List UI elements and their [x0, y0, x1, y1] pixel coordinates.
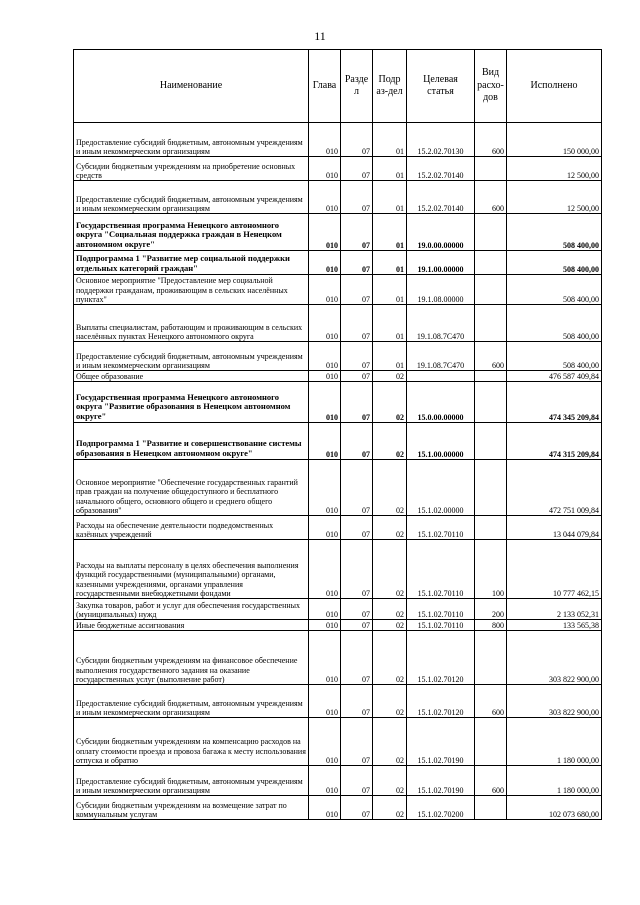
cell-vid: 800 — [475, 620, 507, 631]
header-vid: Вид расхо-дов — [475, 50, 507, 123]
cell-vid — [475, 251, 507, 275]
cell-vid — [475, 718, 507, 766]
cell-glava: 010 — [309, 766, 341, 796]
cell-name: Иные бюджетные ассигнования — [74, 620, 309, 631]
table-row — [74, 718, 602, 766]
cell-amount: 508 400,00 — [507, 251, 602, 275]
cell-name: Закупка товаров, работ и услуг для обеспечения государственных (муниципальных) нужд — [74, 599, 309, 620]
cell-vid: 600 — [475, 342, 507, 371]
cell-vid — [475, 631, 507, 685]
cell-vid — [475, 305, 507, 342]
cell-vid: 600 — [475, 766, 507, 796]
cell-vid: 200 — [475, 599, 507, 620]
table-row — [74, 275, 602, 305]
cell-amount: 508 400,00 — [507, 214, 602, 251]
cell-name: Субсидии бюджетным учреждениям на приобретение основных средств — [74, 157, 309, 181]
cell-podrazdel: 02 — [373, 371, 407, 382]
cell-target: 19.1.00.00000 — [407, 251, 475, 275]
cell-razdel: 07 — [341, 371, 373, 382]
table-row — [74, 599, 602, 620]
cell-podrazdel: 02 — [373, 382, 407, 423]
cell-vid — [475, 516, 507, 540]
cell-glava: 010 — [309, 251, 341, 275]
cell-podrazdel: 02 — [373, 540, 407, 599]
table-header-row — [74, 50, 602, 123]
cell-glava: 010 — [309, 540, 341, 599]
cell-amount: 474 315 209,84 — [507, 423, 602, 460]
cell-name: Предоставление субсидий бюджетным, автономным учреждениям и иным некоммерческим организациям — [74, 766, 309, 796]
cell-vid: 600 — [475, 123, 507, 157]
cell-name: Государственная программа Ненецкого автономного округа "Развитие образования в Ненецком автономном округе" — [74, 382, 309, 423]
cell-podrazdel: 01 — [373, 157, 407, 181]
cell-vid — [475, 460, 507, 516]
cell-amount: 476 587 409,84 — [507, 371, 602, 382]
cell-podrazdel: 02 — [373, 423, 407, 460]
cell-target: 15.1.02.70110 — [407, 516, 475, 540]
cell-podrazdel: 02 — [373, 460, 407, 516]
cell-podrazdel: 01 — [373, 214, 407, 251]
cell-name: Расходы на выплаты персоналу в целях обеспечения выполнения функций государственными (муниципальными) органами, казенными учреждениями, органами управления государственными внебюджетными фондами — [74, 540, 309, 599]
cell-target: 15.1.02.70120 — [407, 631, 475, 685]
cell-amount: 303 822 900,00 — [507, 631, 602, 685]
cell-razdel: 07 — [341, 305, 373, 342]
cell-vid — [475, 371, 507, 382]
cell-glava: 010 — [309, 685, 341, 718]
cell-amount: 2 133 052,31 — [507, 599, 602, 620]
cell-razdel: 07 — [341, 796, 373, 820]
cell-name: Предоставление субсидий бюджетным, автономным учреждениям и иным некоммерческим организациям — [74, 342, 309, 371]
cell-target: 19.1.08.00000 — [407, 275, 475, 305]
cell-razdel: 07 — [341, 516, 373, 540]
cell-amount: 508 400,00 — [507, 342, 602, 371]
cell-name: Подпрограмма 1 "Развитие мер социальной поддержки отдельных категорий граждан" — [74, 251, 309, 275]
cell-razdel: 07 — [341, 181, 373, 214]
cell-razdel: 07 — [341, 620, 373, 631]
cell-glava: 010 — [309, 382, 341, 423]
table-row — [74, 214, 602, 251]
table-row — [74, 766, 602, 796]
cell-target: 15.1.02.70110 — [407, 599, 475, 620]
cell-target: 15.1.02.00000 — [407, 460, 475, 516]
header-name: Наименование — [74, 50, 309, 123]
cell-podrazdel: 02 — [373, 599, 407, 620]
cell-name: Предоставление субсидий бюджетным, автономным учреждениям и иным некоммерческим организациям — [74, 685, 309, 718]
cell-target: 15.2.02.70140 — [407, 157, 475, 181]
cell-glava: 010 — [309, 371, 341, 382]
cell-amount: 150 000,00 — [507, 123, 602, 157]
header-podrazdel: Подр аз-дел — [373, 50, 407, 123]
table-row — [74, 685, 602, 718]
cell-vid — [475, 157, 507, 181]
cell-name: Предоставление субсидий бюджетным, автономным учреждениям и иным некоммерческим организациям — [74, 123, 309, 157]
cell-amount: 508 400,00 — [507, 275, 602, 305]
cell-podrazdel: 02 — [373, 631, 407, 685]
cell-name: Субсидии бюджетным учреждениям на возмещение затрат по коммунальным услугам — [74, 796, 309, 820]
cell-vid — [475, 796, 507, 820]
table-row — [74, 382, 602, 423]
cell-name: Государственная программа Ненецкого автономного округа "Социальная поддержка граждан в Ненецком автономном округе" — [74, 214, 309, 251]
table-row — [74, 123, 602, 157]
cell-name: Субсидии бюджетным учреждениям на компенсацию расходов на оплату стоимости проезда и провоза багажа к месту использования отпуска и обратно — [74, 718, 309, 766]
cell-name: Общее образование — [74, 371, 309, 382]
cell-podrazdel: 02 — [373, 620, 407, 631]
cell-name: Основное мероприятие "Обеспечение государственных гарантий прав граждан на получение общедоступного и бесплатного начального общего, основного общего и среднего общего образования" — [74, 460, 309, 516]
cell-razdel: 07 — [341, 766, 373, 796]
cell-amount: 133 565,38 — [507, 620, 602, 631]
cell-glava: 010 — [309, 181, 341, 214]
table-body — [74, 123, 602, 820]
header-glava: Глава — [309, 50, 341, 123]
cell-glava: 010 — [309, 275, 341, 305]
cell-glava: 010 — [309, 342, 341, 371]
cell-podrazdel: 02 — [373, 766, 407, 796]
cell-razdel: 07 — [341, 631, 373, 685]
cell-podrazdel: 01 — [373, 181, 407, 214]
cell-razdel: 07 — [341, 685, 373, 718]
cell-glava: 010 — [309, 214, 341, 251]
cell-razdel: 07 — [341, 275, 373, 305]
table-row — [74, 796, 602, 820]
cell-podrazdel: 02 — [373, 516, 407, 540]
cell-target: 19.0.00.00000 — [407, 214, 475, 251]
cell-amount: 102 073 680,00 — [507, 796, 602, 820]
cell-razdel: 07 — [341, 460, 373, 516]
cell-razdel: 07 — [341, 342, 373, 371]
cell-glava: 010 — [309, 157, 341, 181]
header-target: Целевая статья — [407, 50, 475, 123]
cell-podrazdel: 02 — [373, 685, 407, 718]
cell-razdel: 07 — [341, 123, 373, 157]
cell-razdel: 07 — [341, 157, 373, 181]
cell-target: 15.2.02.70130 — [407, 123, 475, 157]
table-row — [74, 631, 602, 685]
cell-glava: 010 — [309, 305, 341, 342]
cell-podrazdel: 01 — [373, 275, 407, 305]
cell-target: 15.1.02.70110 — [407, 620, 475, 631]
cell-amount: 10 777 462,15 — [507, 540, 602, 599]
cell-amount: 13 044 079,84 — [507, 516, 602, 540]
cell-podrazdel: 01 — [373, 251, 407, 275]
cell-razdel: 07 — [341, 423, 373, 460]
table-row — [74, 620, 602, 631]
cell-vid: 600 — [475, 181, 507, 214]
cell-amount: 472 751 009,84 — [507, 460, 602, 516]
table-row — [74, 305, 602, 342]
budget-table — [73, 49, 602, 820]
cell-vid: 600 — [475, 685, 507, 718]
cell-glava: 010 — [309, 516, 341, 540]
cell-podrazdel: 02 — [373, 718, 407, 766]
cell-amount: 1 180 000,00 — [507, 718, 602, 766]
cell-target: 19.1.08.7С470 — [407, 305, 475, 342]
page-number: 11 — [314, 29, 326, 43]
cell-target: 15.1.02.70120 — [407, 685, 475, 718]
table-row — [74, 540, 602, 599]
table-row — [74, 342, 602, 371]
cell-name: Выплаты специалистам, работающим и проживающим в сельских населённых пунктах Ненецкого автономного округа — [74, 305, 309, 342]
table-row — [74, 460, 602, 516]
table-row — [74, 251, 602, 275]
cell-podrazdel: 02 — [373, 796, 407, 820]
cell-amount: 303 822 900,00 — [507, 685, 602, 718]
cell-vid — [475, 214, 507, 251]
cell-vid — [475, 275, 507, 305]
cell-target: 15.1.02.70190 — [407, 718, 475, 766]
cell-name: Основное мероприятие "Предоставление мер социальной поддержки гражданам, проживающим в сельских населённых пунктах" — [74, 275, 309, 305]
cell-name: Расходы на обеспечение деятельности подведомственных казённых учреждений — [74, 516, 309, 540]
cell-target — [407, 371, 475, 382]
cell-glava: 010 — [309, 620, 341, 631]
cell-amount: 1 180 000,00 — [507, 766, 602, 796]
cell-target: 15.1.02.70110 — [407, 540, 475, 599]
cell-glava: 010 — [309, 460, 341, 516]
table-row — [74, 181, 602, 214]
cell-vid — [475, 423, 507, 460]
cell-razdel: 07 — [341, 599, 373, 620]
table-row — [74, 423, 602, 460]
table-row — [74, 516, 602, 540]
cell-glava: 010 — [309, 123, 341, 157]
cell-razdel: 07 — [341, 214, 373, 251]
cell-razdel: 07 — [341, 251, 373, 275]
cell-podrazdel: 01 — [373, 305, 407, 342]
cell-target: 15.2.02.70140 — [407, 181, 475, 214]
cell-target: 15.0.00.00000 — [407, 382, 475, 423]
cell-vid — [475, 382, 507, 423]
cell-glava: 010 — [309, 796, 341, 820]
cell-vid: 100 — [475, 540, 507, 599]
table-row — [74, 157, 602, 181]
cell-razdel: 07 — [341, 540, 373, 599]
cell-name: Подпрограмма 1 "Развитие и совершенствование системы образования в Ненецком автономном округе" — [74, 423, 309, 460]
cell-podrazdel: 01 — [373, 342, 407, 371]
cell-amount: 474 345 209,84 — [507, 382, 602, 423]
header-executed: Исполнено — [507, 50, 602, 123]
table-row — [74, 371, 602, 382]
header-razdel: Разде л — [341, 50, 373, 123]
cell-glava: 010 — [309, 718, 341, 766]
cell-name: Предоставление субсидий бюджетным, автономным учреждениям и иным некоммерческим организациям — [74, 181, 309, 214]
cell-glava: 010 — [309, 599, 341, 620]
cell-target: 19.1.08.7С470 — [407, 342, 475, 371]
cell-amount: 508 400,00 — [507, 305, 602, 342]
cell-razdel: 07 — [341, 718, 373, 766]
cell-amount: 12 500,00 — [507, 181, 602, 214]
cell-name: Субсидии бюджетным учреждениям на финансовое обеспечение выполнения государственного задания на оказание государственных услуг (выполнение работ) — [74, 631, 309, 685]
cell-razdel: 07 — [341, 382, 373, 423]
cell-target: 15.1.02.70200 — [407, 796, 475, 820]
cell-target: 15.1.00.00000 — [407, 423, 475, 460]
cell-glava: 010 — [309, 423, 341, 460]
cell-glava: 010 — [309, 631, 341, 685]
cell-amount: 12 500,00 — [507, 157, 602, 181]
cell-podrazdel: 01 — [373, 123, 407, 157]
cell-target: 15.1.02.70190 — [407, 766, 475, 796]
